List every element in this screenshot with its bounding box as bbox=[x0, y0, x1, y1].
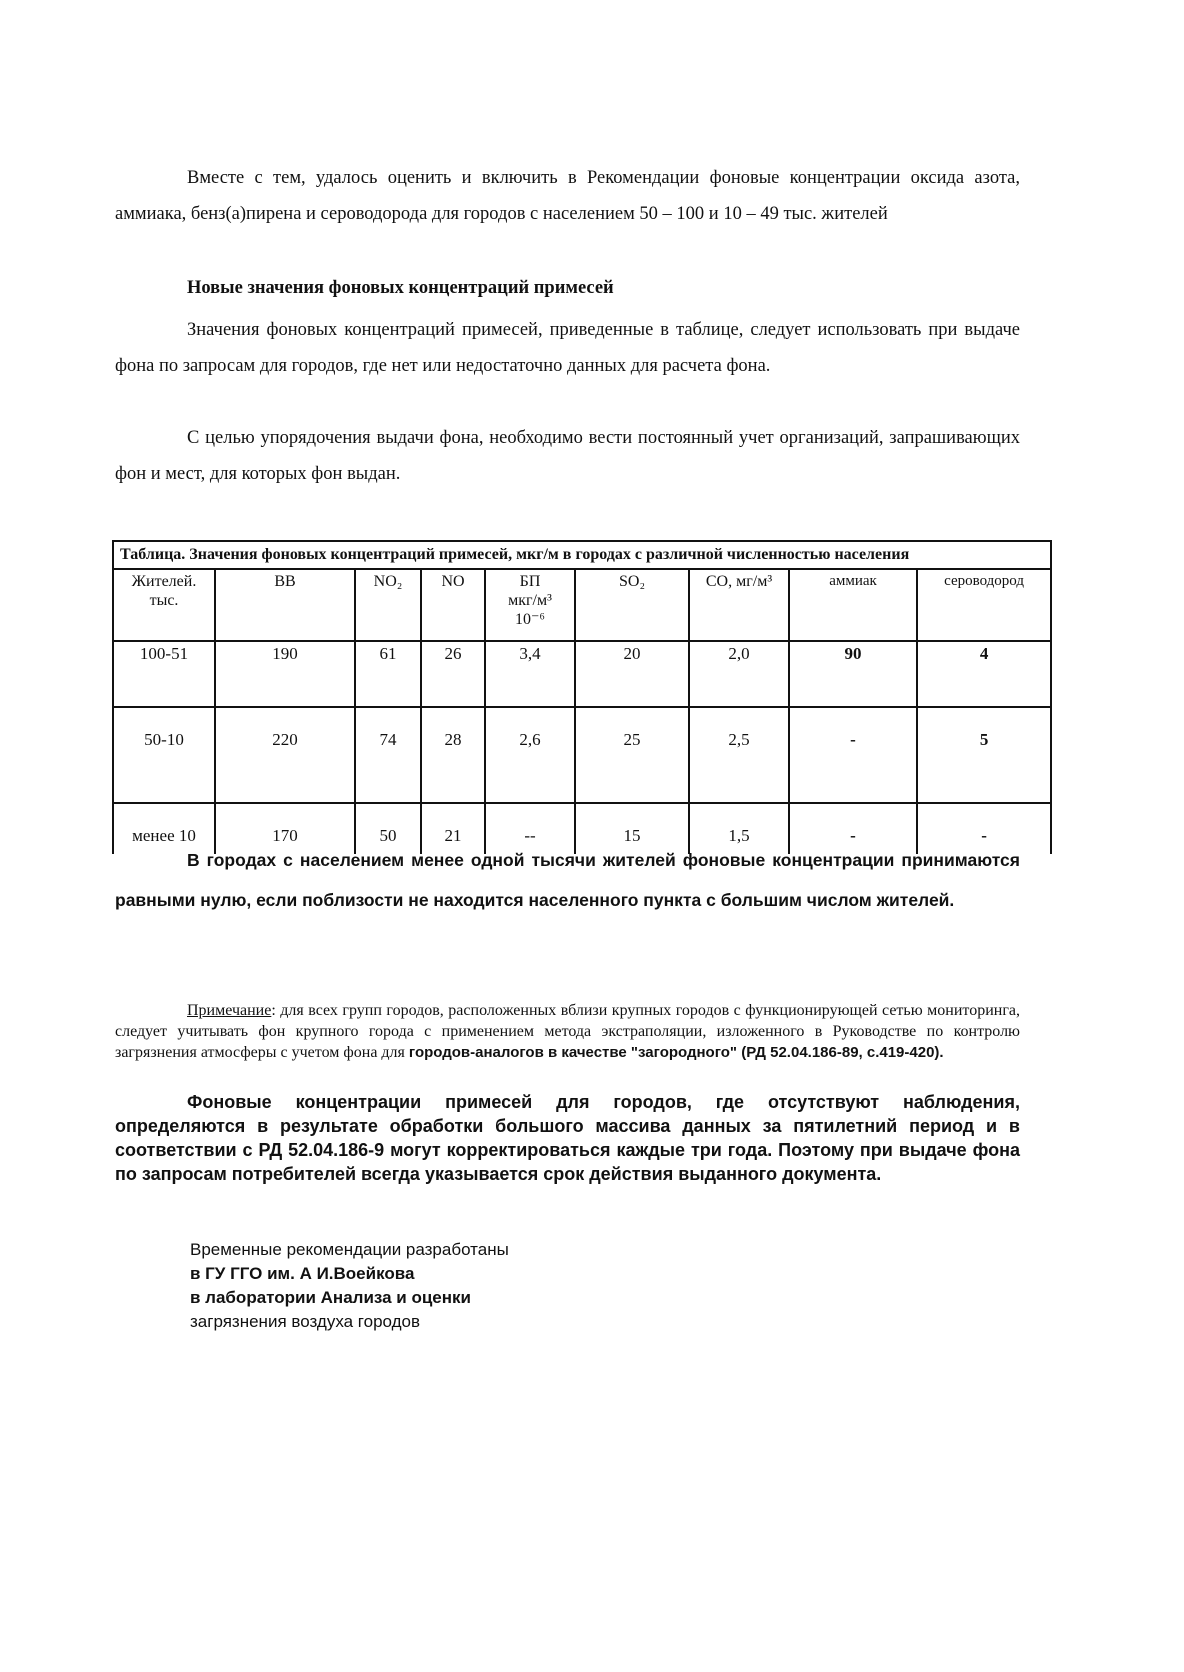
header-no: NO bbox=[421, 569, 485, 641]
note-label: Примечание bbox=[187, 1002, 272, 1019]
cell-h2s: 4 bbox=[917, 641, 1051, 707]
table-row bbox=[113, 641, 1051, 707]
cell-no: 28 bbox=[421, 707, 485, 803]
order-paragraph: С целью упорядочения выдачи фона, необходимо вести постоянный учет организаций, запрашивающих фон и мест, для которых фон выдан. bbox=[115, 428, 1020, 484]
cell-residents: 100-51 bbox=[113, 641, 215, 707]
cell-vv: 190 bbox=[215, 641, 355, 707]
cell-ammonia: 90 bbox=[789, 641, 917, 707]
cell-h2s: 5 bbox=[917, 707, 1051, 803]
signature-line-3: в лаборатории Анализа и оценки bbox=[190, 1288, 471, 1307]
header-h2s: сероводород bbox=[917, 569, 1051, 641]
cell-so2: 25 bbox=[575, 707, 689, 803]
table-caption: Таблица. Значения фоновых концентраций примесей, мкг/м в городах с различной численностью населения bbox=[113, 541, 1051, 569]
cell-so2: 15 bbox=[575, 803, 689, 854]
header-bp bbox=[485, 569, 575, 641]
header-bp-line1: БП bbox=[519, 573, 541, 590]
cell-bp: 2,6 bbox=[485, 707, 575, 803]
signature-line-2: в ГУ ГГО им. А И.Воейкова bbox=[190, 1264, 415, 1283]
concentration-table-wrapper bbox=[112, 540, 1050, 854]
cell-bp: -- bbox=[485, 803, 575, 854]
cell-co: 2,5 bbox=[689, 707, 789, 803]
header-bp-line3: 10⁻⁶ bbox=[514, 611, 546, 628]
cell-co: 2,0 bbox=[689, 641, 789, 707]
header-ammonia: аммиак bbox=[789, 569, 917, 641]
header-residents: Жителей. тыс. bbox=[113, 569, 215, 641]
intro-paragraph: Вместе с тем, удалось оценить и включить в Рекомендации фоновые концентрации оксида азота, аммиака, бенз(а)пирена и сероводорода для городов с населением 50 – 100 и 10 – 49 тыс. жителей bbox=[115, 168, 1020, 224]
note-text: : для всех групп городов, расположенных вблизи крупных городов с функционирующей сетью мониторинга, следует учитывать фон крупного города с применением метода экстраполяции, изложенного в Руководстве по контролю загрязнения атмосферы с учетом фона для bbox=[115, 1002, 1020, 1061]
note-text-bold: городов-аналогов в качестве "загородного" (РД 52.04.186-89, с.419-420). bbox=[408, 1044, 944, 1061]
note-paragraph bbox=[115, 1000, 1020, 1063]
cell-h2s: - bbox=[917, 803, 1051, 854]
cell-no2: 61 bbox=[355, 641, 421, 707]
cell-ammonia: - bbox=[789, 707, 917, 803]
header-no2: NO₂ bbox=[355, 569, 421, 641]
cell-co: 1,5 bbox=[689, 803, 789, 854]
cell-no: 26 bbox=[421, 641, 485, 707]
table-row bbox=[113, 707, 1051, 803]
cell-no2: 50 bbox=[355, 803, 421, 854]
signature-line-4: загрязнения воздуха городов bbox=[190, 1312, 421, 1331]
header-co: CO, мг/м³ bbox=[689, 569, 789, 641]
signature-block bbox=[190, 1238, 509, 1334]
cell-no: 21 bbox=[421, 803, 485, 854]
values-paragraph: Значения фоновых концентраций примесей, приведенные в таблице, следует использовать при выдаче фона по запросам для городов, где нет или недостаточно данных для расчета фона. bbox=[115, 320, 1020, 376]
table-header-row bbox=[113, 569, 1051, 641]
concentration-table bbox=[112, 540, 1052, 854]
small-cities-paragraph: В городах с населением менее одной тысячи жителей фоновые концентрации принимаются равными нулю, если поблизости не находится населенного пункта с большим числом жителей. bbox=[115, 850, 1020, 910]
cell-vv: 170 bbox=[215, 803, 355, 854]
cell-ammonia: - bbox=[789, 803, 917, 854]
header-vv: ВВ bbox=[215, 569, 355, 641]
signature-line-1: Временные рекомендации разработаны bbox=[190, 1240, 509, 1259]
cell-no2: 74 bbox=[355, 707, 421, 803]
cell-so2: 20 bbox=[575, 641, 689, 707]
header-so2: SO₂ bbox=[575, 569, 689, 641]
section-heading: Новые значения фоновых концентраций примесей bbox=[187, 278, 614, 298]
five-year-paragraph: Фоновые концентрации примесей для городов, где отсутствуют наблюдения, определяются в результате обработки большого массива данных за пятилетний период и в соответствии с РД 52.04.186-9 могут корректироваться каждые три года. Поэтому при выдаче фона по запросам потребителей всегда указывается срок действия выданного документа. bbox=[115, 1092, 1020, 1184]
cell-vv: 220 bbox=[215, 707, 355, 803]
cell-residents: менее 10 bbox=[113, 803, 215, 854]
cell-bp: 3,4 bbox=[485, 641, 575, 707]
header-bp-line2: мкг/м³ bbox=[508, 592, 552, 609]
cell-residents: 50-10 bbox=[113, 707, 215, 803]
